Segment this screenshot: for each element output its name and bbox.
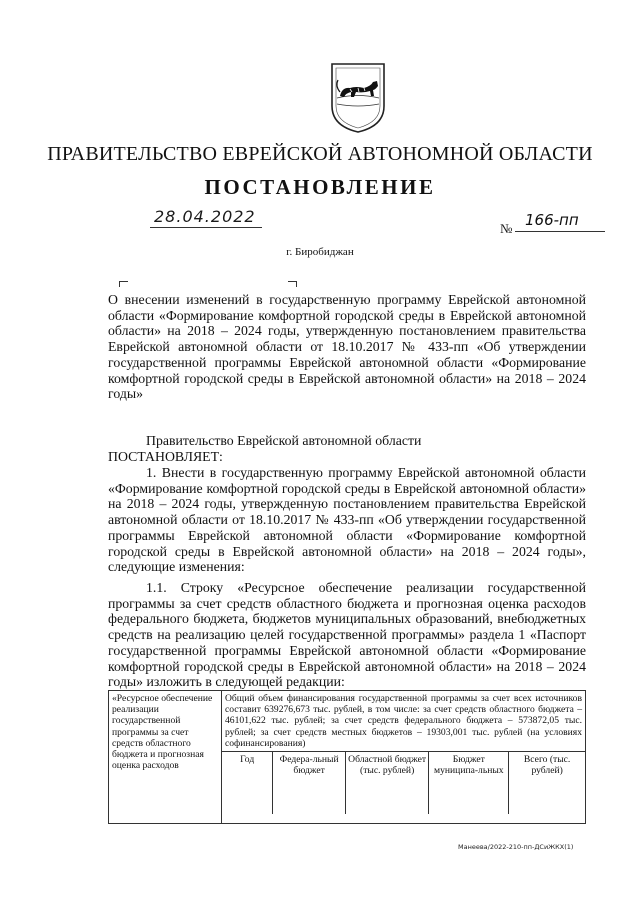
government-title: ПРАВИТЕЛЬСТВО ЕВРЕЙСКОЙ АВТОНОМНОЙ ОБЛАСТИ	[47, 143, 593, 165]
table-header-year: Год	[222, 752, 273, 814]
table-columns-container	[222, 752, 586, 824]
table-header-total: Всего (тыс. рублей)	[523, 754, 571, 777]
number-label: №	[500, 221, 513, 236]
body-paragraph-1: Правительство Еврейской автономной области	[146, 433, 422, 448]
table-column-headers	[222, 752, 585, 814]
table-header-municipal: Бюджет муниципа-льных	[429, 752, 509, 814]
table-header-regional: Областной бюджет (тыс. рублей)	[345, 752, 428, 814]
city-name: г. Биробиджан	[286, 246, 354, 258]
resource-table	[108, 690, 586, 824]
table-row-label: «Ресурсное обеспечение реализации государственной программы за счет средств областного бюджета и прогнозная оценка расходов	[109, 691, 222, 824]
document-footer-code: Манеева/2022-210-пп-ДСиЖКХ(1)	[458, 843, 574, 851]
document-subject: О внесении изменений в государственную программу Еврейской автономной области «Формирование комфортной городской среды в Еврейской автономной области» на 2018 – 2024 годы, утвержденную постановлением правительства Еврейской автономной области от 18.10.2017 № 433-пп «Об утверждении государственной программы Еврейской автономной области «Формирование комфортной городской среды в Еврейской автономной области» на 2018 – 2024 годы»	[108, 292, 586, 402]
table-header-federal: Федера-льный бюджет	[273, 752, 346, 814]
table-total-funding: Общий объем финансирования государственной программы за счет всех источников составит 639276,673 тыс. рублей, в том числе: за счет средств областного бюджета – 46101,622 тыс. рублей; за счет средств федерального бюджета – 573872,05 тыс. рублей; за счет средств местных бюджетов – 19303,001 тыс. рублей (на условиях софинансирования)	[222, 691, 586, 752]
subject-corner-right	[288, 281, 297, 287]
body-paragraph-2: ПОСТАНОВЛЯЕТ:	[108, 449, 223, 464]
subject-corner-left	[119, 281, 128, 287]
document-number: 166-пп	[515, 211, 605, 232]
body-paragraph-4: 1.1. Строку «Ресурсное обеспечение реализации государственной программы за счет средств областного бюджета и прогнозная оценка расходов федерального бюджета, бюджетов муниципальных образований, внебюджетных средств на реализацию целей государственной программы» раздела 1 «Паспорт государственной программы Еврейской автономной области «Формирование комфортной городской среды в Еврейской автономной области» на 2018 – 2024 годы» изложить в следующей редакции:	[108, 580, 586, 690]
coat-of-arms-emblem	[328, 60, 388, 136]
body-paragraph-3: 1. Внести в государственную программу Еврейской автономной области «Формирование комфортной городской среды в Еврейской автономной области» на 2018 – 2024 годы, утвержденную постановлением правительства Еврейской автономной области от 18.10.2017 № 433-пп «Об утверждении государственной программы Еврейской автономной области «Формирование комфортной городской среды в Еврейской автономной области» на 2018 – 2024 годы», следующие изменения:	[108, 465, 586, 575]
document-date: 28.04.2022	[150, 207, 262, 228]
document-type: ПОСТАНОВЛЕНИЕ	[204, 175, 436, 199]
